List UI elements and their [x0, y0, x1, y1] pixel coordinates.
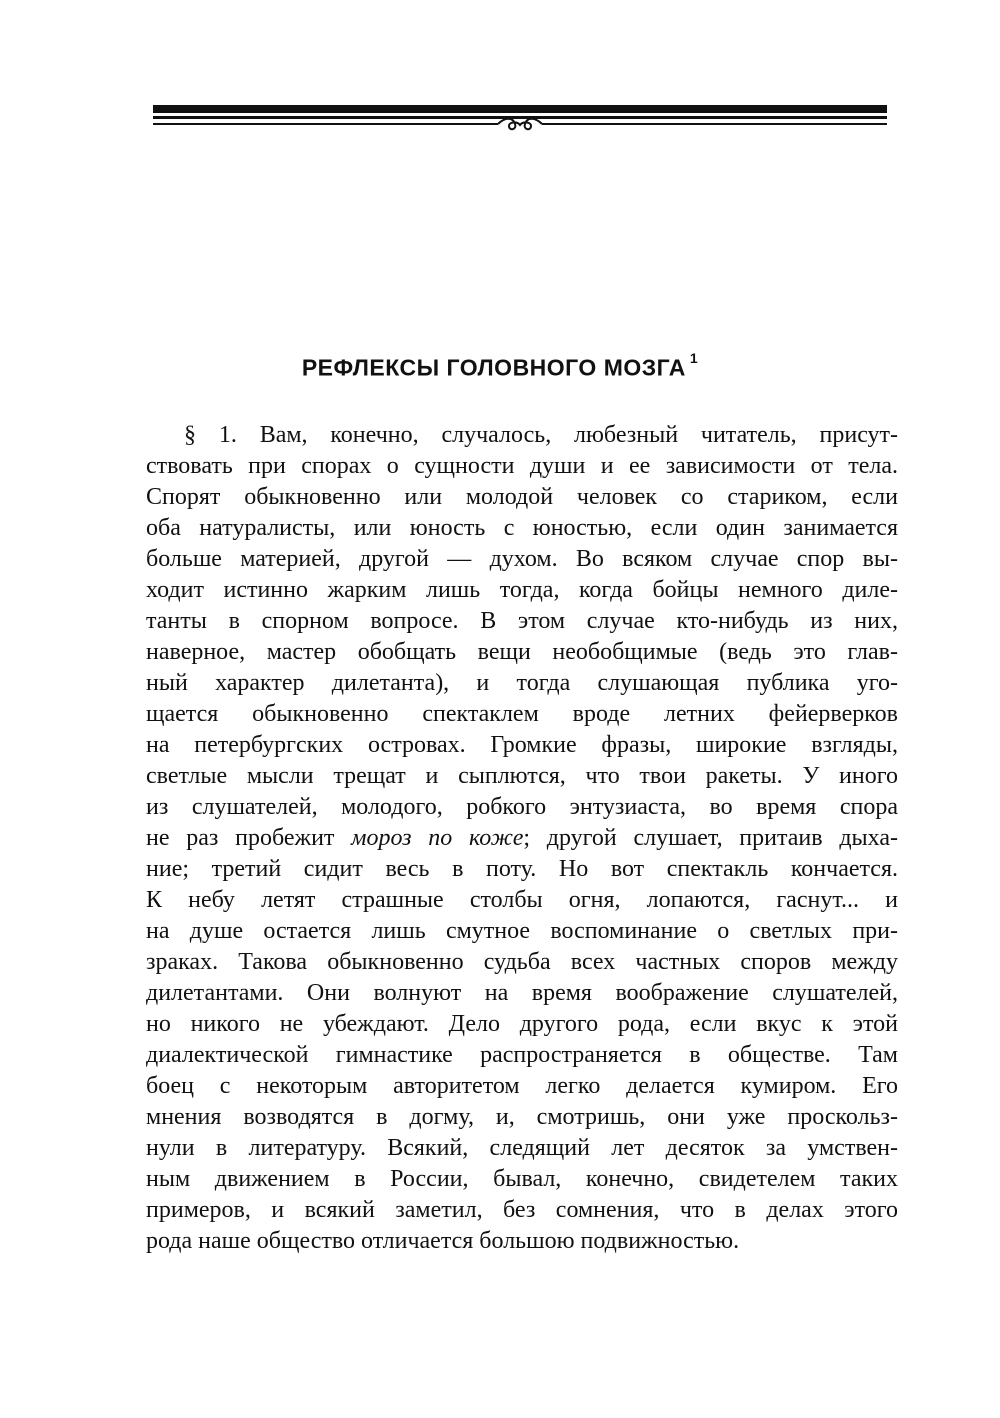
text-line: § 1. Вам, конечно, случалось, любезный читатель, присут-	[184, 422, 899, 448]
chapter-title	[0, 350, 1000, 382]
text-line: щается обыкновенно спектаклем вроде летних фейерверков	[146, 701, 898, 727]
text-line: но никого не убеждают. Дело другого рода, если вкус к этой	[146, 1011, 898, 1037]
text-line: примеров, и всякий заметил, без сомнения, что в делах этого	[146, 1197, 898, 1223]
text-line: оба натуралисты, или юность с юностью, если один занимается	[146, 515, 898, 541]
text-line: нули в литературу. Всякий, следящий лет десяток за умствен-	[146, 1135, 898, 1161]
text-line: диалектической гимнастике распространяется в обществе. Там	[146, 1042, 898, 1068]
text-line: из слушателей, молодого, робкого энтузиаста, во время спора	[146, 794, 898, 820]
body-text	[146, 420, 898, 1257]
text-line: танты в спорном вопросе. В этом случае кто-нибудь из них,	[146, 608, 898, 634]
italic-emphasis: мороз по коже	[351, 825, 524, 851]
text-line: ный характер дилетанта), и тогда слушающая публика уго-	[146, 670, 898, 696]
text-line: наверное, мастер обобщать вещи необобщимые (ведь это глав-	[146, 639, 898, 665]
text-line: не раз пробежит мороз по коже; другой слушает, притаив дыха-	[146, 825, 899, 851]
text-line: боец с некоторым авторитетом легко делается кумиром. Его	[146, 1073, 898, 1099]
text-line: дилетантами. Они волнуют на время воображение слушателей,	[146, 980, 898, 1006]
text-line: на душе остается лишь смутное воспоминание о светлых при-	[146, 918, 898, 944]
text-line: ходит истинно жарким лишь тогда, когда бойцы немного диле-	[146, 577, 898, 603]
text-line: на петербургских островах. Громкие фразы, широкие взгляды,	[146, 732, 898, 758]
text-line: мнения возводятся в догму, и, смотришь, они уже проскольз-	[146, 1104, 898, 1130]
text-line: К небу летят страшные столбы огня, лопаются, гаснут... и	[146, 887, 898, 913]
chapter-title-text: РЕФЛЕКСЫ ГОЛОВНОГО МОЗГА	[301, 354, 686, 381]
text-line: рода наше общество отличается большою подвижностью.	[146, 1228, 740, 1254]
text-line: ние; третий сидит весь в поту. Но вот спектакль кончается.	[146, 856, 898, 882]
text-line: больше материей, другой — духом. Во всяком случае спор вы-	[146, 546, 898, 572]
text-line: Спорят обыкновенно или молодой человек со стариком, если	[146, 484, 898, 510]
text-line: зраках. Такова обыкновенно судьба всех частных споров между	[146, 949, 898, 975]
text-line: ным движением в России, бывал, конечно, свидетелем таких	[146, 1166, 898, 1192]
text-line: светлые мысли трещат и сыплются, что твои ракеты. У иного	[146, 763, 898, 789]
footnote-marker: 1	[689, 350, 699, 366]
header-ornament-icon	[153, 103, 887, 135]
section-mark: § 1.	[184, 422, 237, 448]
text-line: ствовать при спорах о сущности души и ее зависимости от тела.	[146, 453, 898, 479]
